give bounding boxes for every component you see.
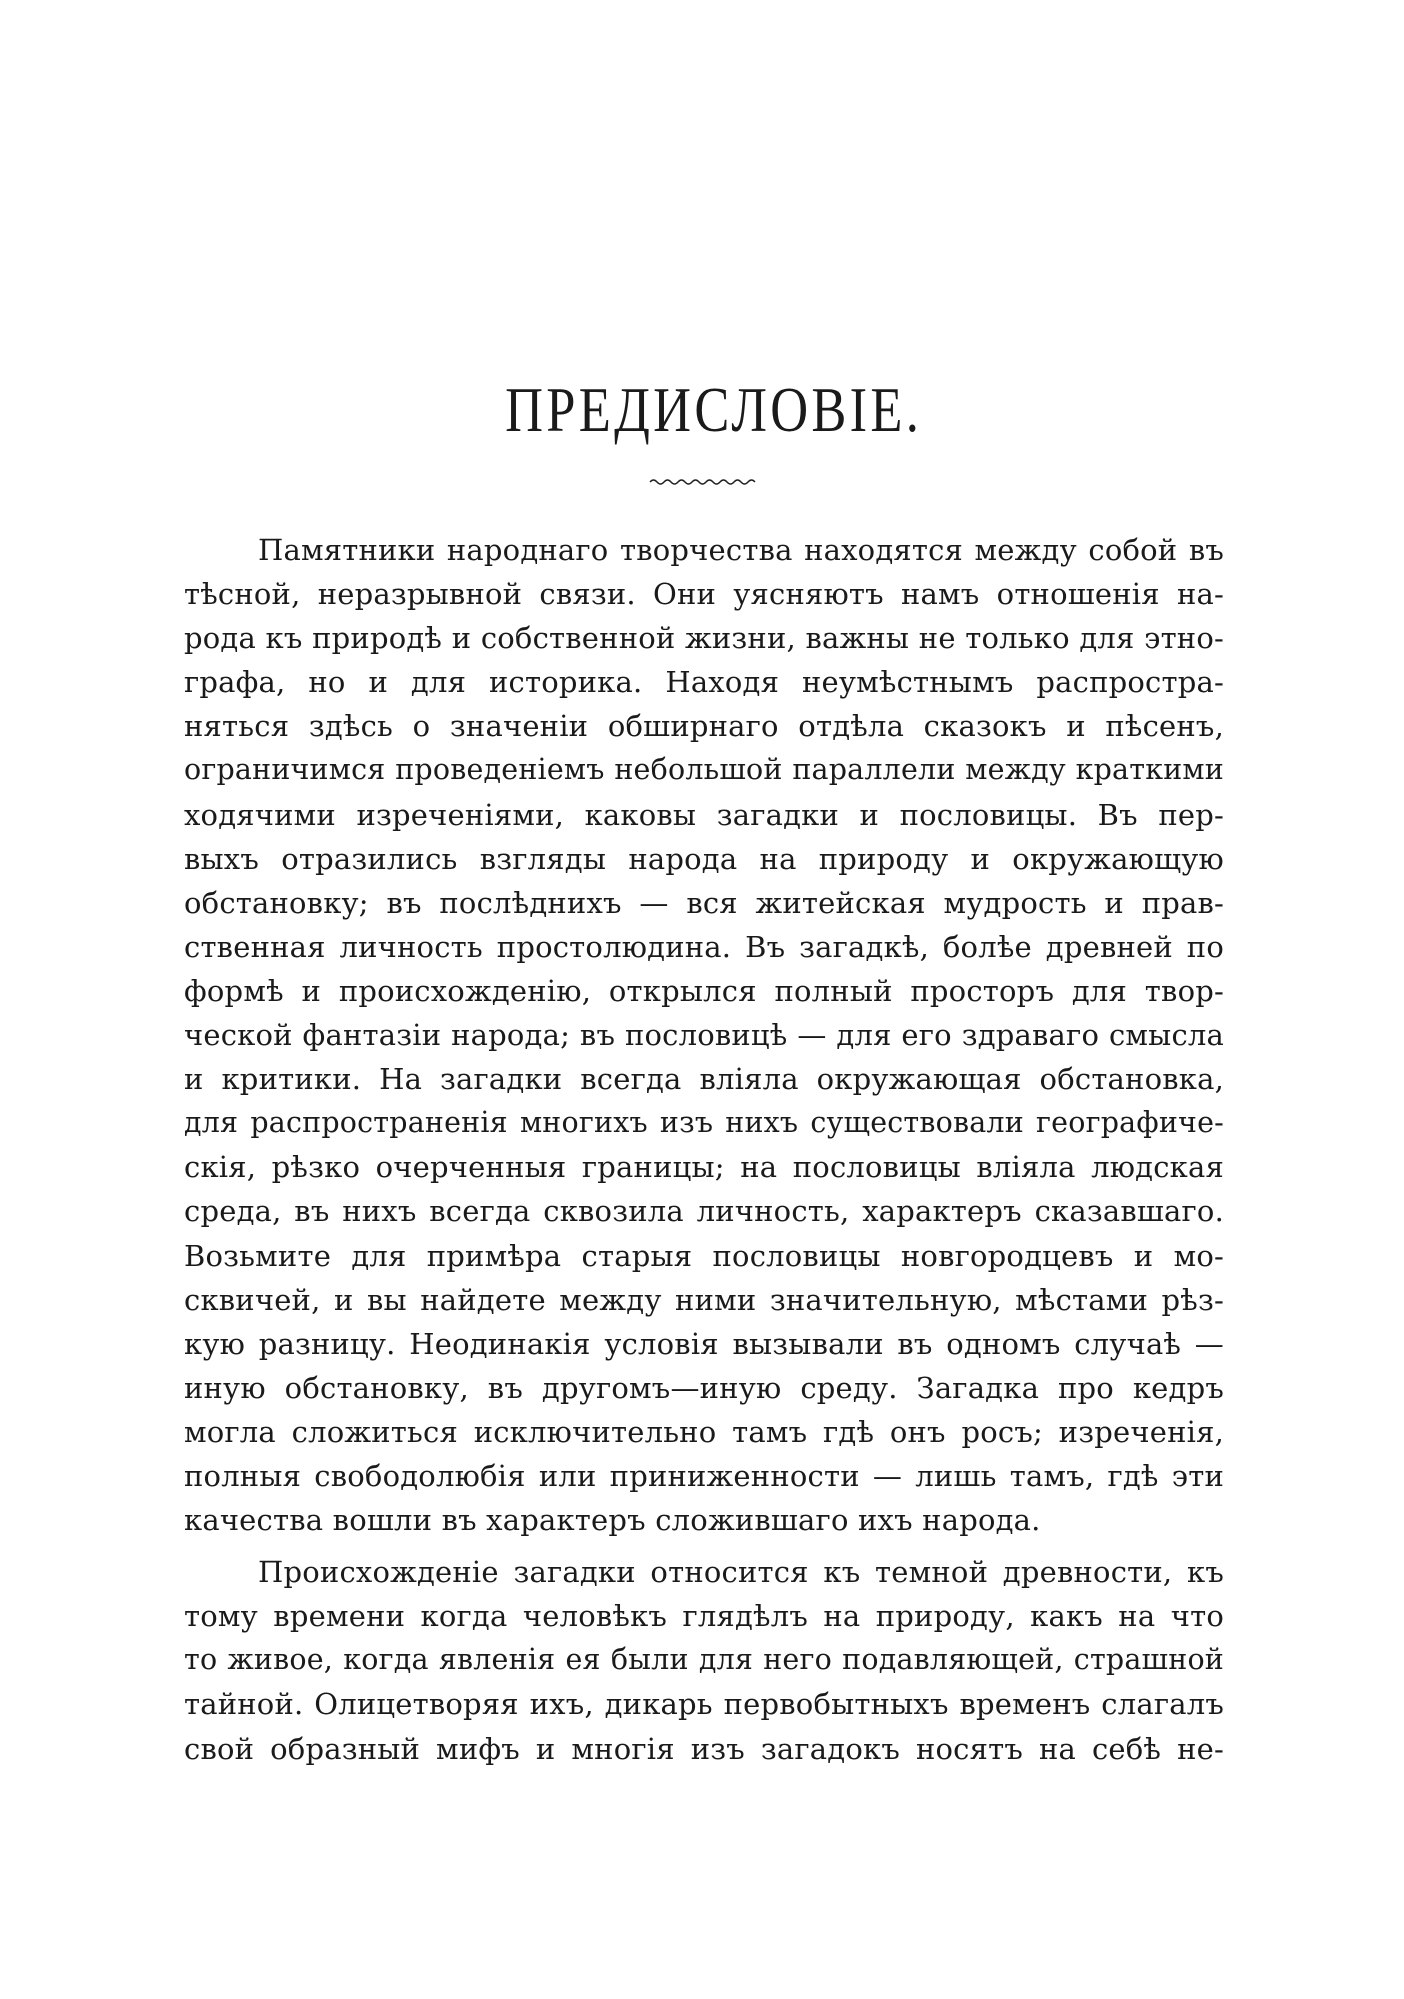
text-line: Возьмите для примѣра старыя пословицы новгородцевъ и мо- [184,1238,1224,1273]
text-line: качества вошли въ характеръ сложившаго ихъ народа. [184,1503,1041,1538]
text-line: Памятники народнаго творчества находятся между собой въ [258,533,1224,567]
text-line: ческой фантазіи народа; въ пословицѣ — для его здраваго смысла [184,1018,1224,1053]
text-line: свой образный мифъ и многія изъ загадокъ носятъ на себѣ не- [184,1731,1224,1766]
text-line: формѣ и происхожденію, открылся полный просторъ для твор- [184,973,1224,1008]
text-line: тайной. Олицетворяя ихъ, дикарь первобытныхъ временъ слагалъ [184,1687,1224,1722]
text-line: кую разницу. Неодинакія условія вызывали въ одномъ случаѣ — [184,1326,1224,1361]
text-line: для распространенія многихъ изъ нихъ существовали географиче- [184,1106,1224,1140]
text-line: тѣсной, неразрывной связи. Они уясняютъ намъ отношенія на- [184,577,1224,612]
text-line: выхъ отразились взгляды народа на природу и окружающую [184,841,1224,876]
text-line: графа, но и для историка. Находя неумѣстнымъ распростра- [184,665,1224,700]
text-line: тому времени когда человѣкъ глядѣлъ на природу, какъ на что [184,1599,1224,1634]
text-line: няться здѣсь о значеніи обширнаго отдѣла сказокъ и пѣсенъ, [184,709,1224,744]
text-line: сквичей, и вы найдете между ними значительную, мѣстами рѣз- [184,1282,1224,1317]
text-line: ходячими изреченіями, каковы загадки и пословицы. Въ пер- [184,797,1224,832]
paragraph-2 [184,1550,1224,1770]
text-line: могла сложиться исключительно тамъ гдѣ онъ росъ; изреченія, [184,1414,1224,1449]
text-line: полныя свободолюбія или приниженности — лишь тамъ, гдѣ эти [184,1458,1224,1493]
text-line: скія, рѣзко очерченныя границы; на пословицы вліяла людская [184,1150,1224,1185]
text-line: Происхожденіе загадки относится къ темной древности, къ [258,1555,1224,1590]
wavy-divider-ornament [648,476,758,488]
text-line: среда, въ нихъ всегда сквозила личность, характеръ сказавшаго. [184,1194,1224,1229]
text-line: иную обстановку, въ другомъ—иную среду. Загадка про кедръ [184,1370,1224,1405]
paragraph-1 [184,528,1224,1542]
page-title: ПРЕДИСЛОВІЕ. [505,374,923,445]
preface-body [184,528,1224,1771]
text-line: то живое, когда явленія ея были для него подавляющей, страшной [184,1643,1224,1677]
text-line: рода къ природѣ и собственной жизни, важны не только для этно- [184,621,1224,656]
text-line: ственная личность простолюдина. Въ загадкѣ, болѣе древней по [184,929,1224,964]
text-line: и критики. На загадки всегда вліяла окружающая обстановка, [184,1062,1224,1097]
text-line: ограничимся проведеніемъ небольшой параллели между краткими [184,753,1224,787]
text-line: обстановку; въ послѣднихъ — вся житейская мудрость и прав- [184,885,1224,920]
